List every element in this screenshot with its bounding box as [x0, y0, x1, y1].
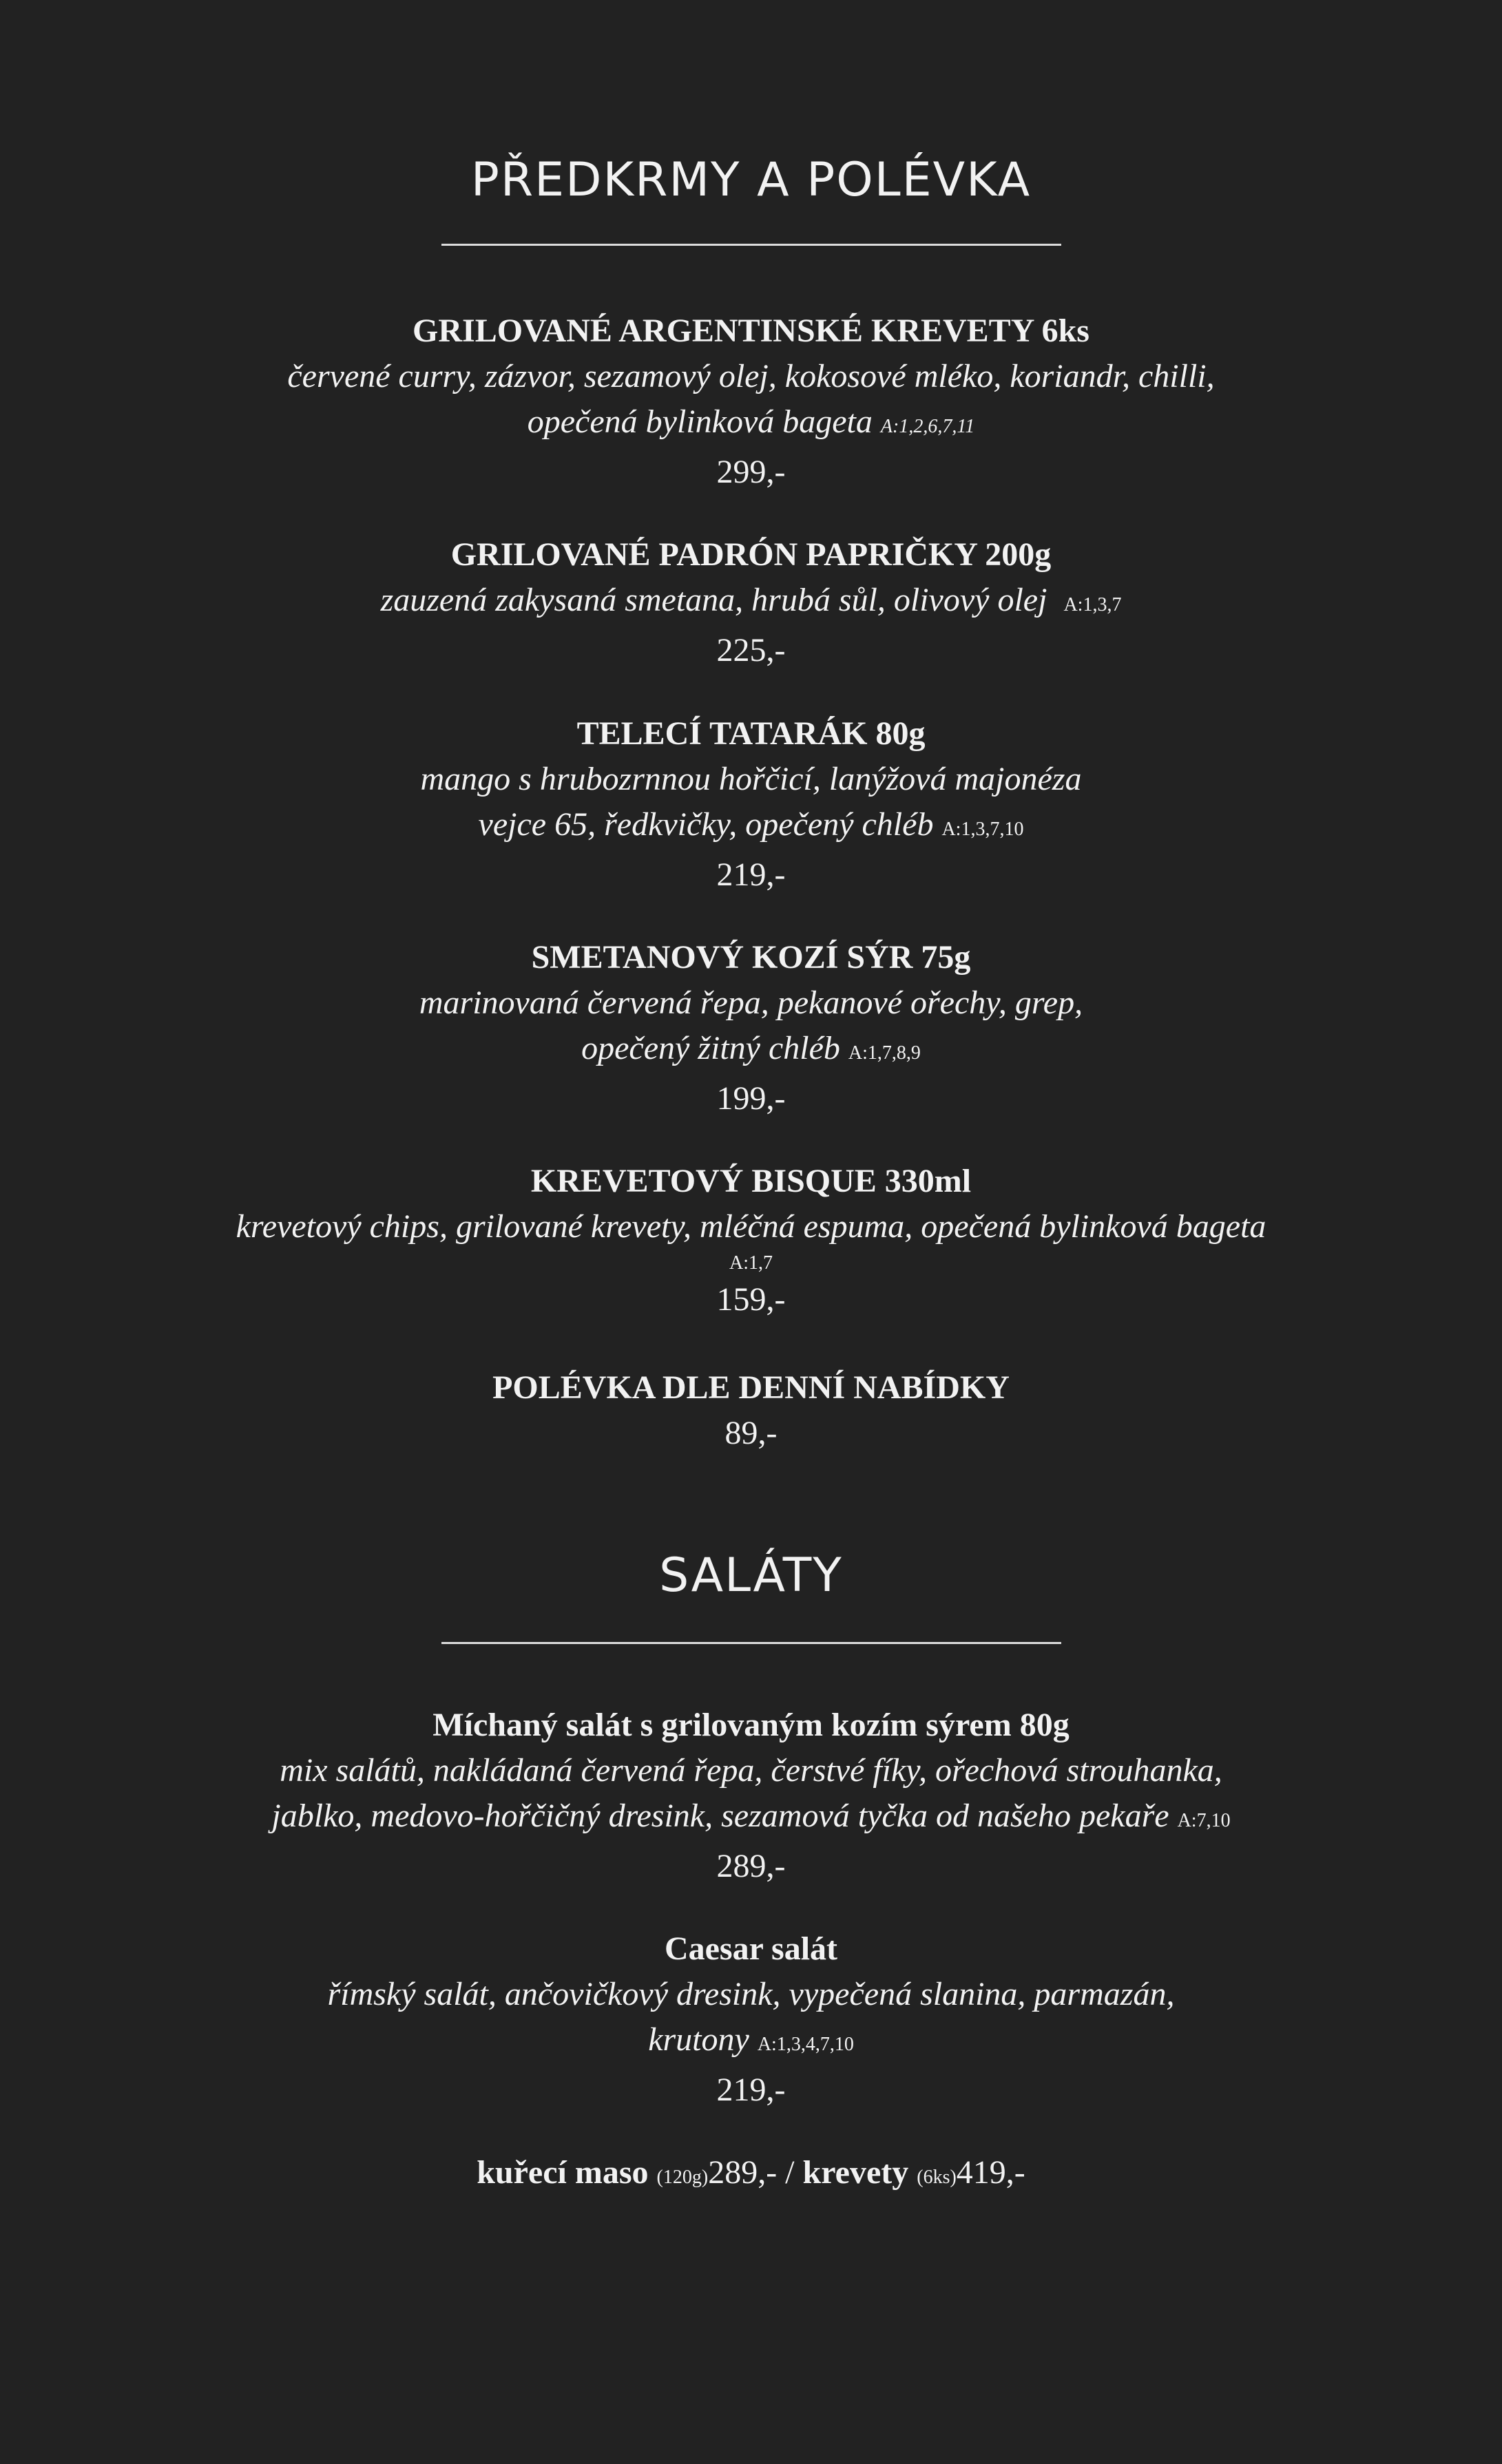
allergen-codes: A:1,7: [729, 1252, 773, 1274]
item-price: 159,-: [716, 1281, 786, 1318]
allergen-codes: A:1,7,8,9: [848, 1042, 921, 1064]
item-description-text: opečený žitný chléb: [581, 1030, 840, 1066]
section-salads-header: [0, 1548, 1502, 1644]
allergen-codes: A:1,3,7: [1063, 594, 1122, 615]
item-description-text: krutony: [648, 2021, 749, 2058]
item-description: marinovaná červená řepa, pekanové ořechy, grep,: [419, 984, 1083, 1021]
item-price: 219,-: [716, 2072, 786, 2108]
item-price: 219,-: [716, 856, 786, 893]
item-description: [0, 1026, 1502, 1076]
salad-extras: [0, 2150, 1502, 2200]
extra-shrimp-count: (6ks): [917, 2167, 957, 2188]
section-title: PŘEDKRMY A POLÉVKA: [470, 153, 1032, 207]
menu-item-padron-peppers: [0, 532, 1502, 673]
item-description: [0, 578, 1502, 628]
extra-chicken-price: 289,-: [708, 2154, 778, 2191]
item-name: TELECÍ TATARÁK 80g: [576, 715, 926, 752]
section-divider: [441, 1642, 1061, 1644]
allergen-codes: A:7,10: [1177, 1810, 1231, 1831]
item-name: GRILOVANÉ ARGENTINSKÉ KREVETY 6ks: [413, 313, 1089, 349]
menu-item-mixed-salad: [0, 1703, 1502, 1889]
item-name: Míchaný salát s grilovaným kozím sýrem 80g: [432, 1707, 1070, 1743]
item-description-text: zauzená zakysaná smetana, hrubá sůl, olivový olej: [380, 582, 1047, 618]
item-description: [0, 1793, 1502, 1844]
section-starters-header: [0, 153, 1502, 246]
item-description: římský salát, ančovičkový dresink, vypečená slanina, parmazán,: [327, 1976, 1175, 2012]
menu-item-goat-cheese: [0, 935, 1502, 1122]
item-name: POLÉVKA DLE DENNÍ NABÍDKY: [492, 1369, 1010, 1406]
item-description: červené curry, zázvor, sezamový olej, kokosové mléko, koriandr, chilli,: [287, 358, 1215, 394]
item-description: krevetový chips, grilované krevety, mléčná espuma, opečená bylinková bageta: [236, 1208, 1266, 1245]
menu-item-daily-soup: [0, 1365, 1502, 1456]
menu-item-caesar-salad: [0, 1926, 1502, 2113]
allergen-codes: A:1,2,6,7,11: [880, 416, 975, 437]
extra-shrimp-label: krevety: [802, 2154, 909, 2191]
item-price: 299,-: [716, 454, 786, 490]
item-description: [0, 802, 1502, 852]
item-name: GRILOVANÉ PADRÓN PAPRIČKY 200g: [450, 536, 1052, 573]
extras-separator: /: [785, 2154, 795, 2191]
menu-item-veal-tartare: [0, 711, 1502, 898]
item-description-text: opečená bylinková bageta: [527, 403, 873, 440]
item-description: mango s hrubozrnnou hořčicí, lanýžová majonéza: [420, 761, 1082, 797]
item-name: SMETANOVÝ KOZÍ SÝR 75g: [531, 939, 971, 976]
item-description: [0, 2017, 1502, 2067]
item-name: Caesar salát: [664, 1930, 838, 1967]
item-description: [0, 399, 1502, 450]
item-price: 199,-: [716, 1080, 786, 1117]
item-description: mix salátů, nakládaná červená řepa, čerstvé fíky, ořechová strouhanka,: [280, 1752, 1222, 1789]
menu-item-shrimp-bisque: [0, 1159, 1502, 1323]
item-price: 289,-: [716, 1848, 786, 1884]
section-title: SALÁTY: [659, 1548, 843, 1603]
item-price: 225,-: [716, 632, 786, 668]
item-description-text: jablko, medovo-hořčičný dresink, sezamová tyčka od našeho pekaře: [271, 1798, 1169, 1834]
extra-chicken-label: kuřecí maso: [477, 2154, 649, 2191]
extra-shrimp-price: 419,-: [956, 2154, 1025, 2191]
extra-chicken-weight: (120g): [656, 2167, 709, 2188]
item-description-text: vejce 65, ředkvičky, opečený chléb: [478, 806, 934, 843]
item-name: KREVETOVÝ BISQUE 330ml: [530, 1163, 972, 1199]
allergen-codes: A:1,3,4,7,10: [757, 2034, 854, 2055]
allergen-codes: A:1,3,7,10: [941, 819, 1024, 840]
menu-item-grilled-shrimp: [0, 308, 1502, 495]
section-divider: [441, 244, 1061, 246]
item-price: 89,-: [724, 1415, 778, 1451]
